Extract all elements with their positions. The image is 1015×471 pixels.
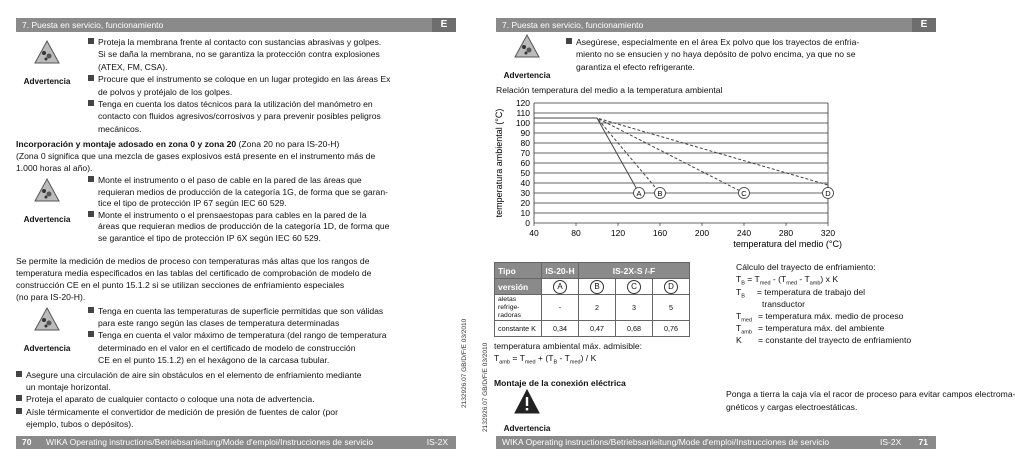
left-header — [16, 18, 456, 32]
legend-line: $T_{med}$ = temperatura máx. medio de proceso — [736, 311, 904, 324]
text-line: de polvos y protéjalo de los golpes. — [98, 86, 233, 97]
text-line: Monte el instrumento o el paso de cable en la pared de las áreas que — [88, 175, 362, 187]
warning-label: Advertencia — [23, 77, 71, 86]
text-line: temperatura media especificados en las tablas del certificado de comprobación de modelo de — [16, 268, 372, 278]
k-d: 0,76 — [653, 321, 690, 337]
y-tick-label: 20 — [520, 198, 530, 208]
text-line: Tenga en cuenta el valor máximo de temperatura (del rango de temperatura — [88, 330, 387, 342]
text-line: para este rango según las clases de temperatura determinadas — [98, 318, 340, 329]
text-line: CE en el punto 15.1.2) en el hexágono de la carcasa tubular. — [98, 354, 330, 365]
right-footer — [496, 436, 936, 449]
text-line: determinado en el valor en el certificado de modelo de construcción — [98, 342, 356, 353]
text-line: Tenga en cuenta las temperaturas de superficie permitidas que son válidas — [88, 306, 383, 318]
warning-icon-3 — [16, 307, 78, 353]
k-c: 0,68 — [616, 321, 653, 337]
version-c: C — [616, 279, 653, 295]
bullet-square — [88, 38, 94, 44]
right-page — [478, 0, 1015, 471]
cooling-chart — [488, 97, 868, 247]
legend-line: K = constante del trayecto de enfriamiento — [736, 335, 912, 345]
text-line: requieran medios de producción de la categoría 1G, de forma que se garan- — [98, 186, 388, 197]
text-line: se garantice el tipo de protección IP 6X según IEC 60 529. — [98, 232, 321, 243]
text-line: miento no se ensucien y no haya depósito de polvo encima, ya que no se — [576, 49, 856, 60]
version-a: A — [542, 279, 579, 295]
left-header-badge: E — [432, 18, 456, 32]
series-line-A — [534, 118, 639, 193]
row-k-label: constante K — [495, 321, 542, 337]
series-line-B — [534, 118, 660, 193]
series-label-D: D — [825, 189, 831, 198]
tmax-formula: $T_{amb} = T_{med} + (T_B - T_{med}) / K$ — [494, 353, 597, 366]
left-page — [0, 0, 476, 471]
aletas-c: 3 — [616, 295, 653, 321]
x-tick-label: 240 — [736, 228, 752, 238]
text-line: Tenga en cuenta los datos técnicos para la utilización del manómetro en — [88, 99, 373, 111]
warning-icon-5 — [496, 389, 558, 433]
right-side-code: 2132926.07 GB/D/F/E 03/2010 — [482, 342, 489, 432]
right-header-title: 7. Puesta en servicio, funcionamiento — [502, 20, 644, 30]
warning-label: Advertencia — [503, 424, 551, 433]
text-line: (no para IS-20-H). — [16, 292, 86, 302]
text-line: Procure que el instrumento se coloque en un lugar protegido en las áreas Ex — [88, 74, 390, 86]
text-line: tice el tipo de protección IP 67 según IEC 60 529. — [98, 198, 287, 208]
y-tick-label: 30 — [520, 188, 530, 198]
y-tick-label: 0 — [525, 218, 530, 228]
text-line: Si se daña la membrana, no se garantiza la protección contra explosiones — [98, 49, 380, 60]
series-label-C: C — [741, 189, 747, 198]
x-tick-label: 200 — [694, 228, 710, 238]
text-line: 1.000 horas al año). — [16, 163, 93, 173]
text-line: gnéticos y cargas electroestáticas. — [726, 401, 858, 412]
y-tick-label: 110 — [516, 108, 530, 118]
zone-heading-bold: Incorporación y montaje adosado en zona 0 y zona 20 — [16, 139, 237, 149]
zone-heading-rest: (Zona 20 no para IS-20-H) — [236, 139, 340, 149]
bullet-square — [88, 100, 94, 106]
th-is20h: IS-20-H — [542, 263, 579, 279]
calc-heading: Cálculo del trayecto de enfriamiento: — [736, 262, 876, 272]
y-axis-label: temperatura ambiental (°C) — [494, 108, 504, 218]
aletas-a: - — [542, 295, 579, 321]
bullet-square — [88, 211, 94, 217]
aletas-d: 5 — [653, 295, 690, 321]
y-tick-label: 10 — [520, 208, 530, 218]
th-tipo: Tipo — [495, 263, 542, 279]
y-tick-label: 90 — [520, 128, 530, 138]
warning-label: Advertencia — [23, 344, 71, 353]
warning-icon-2 — [16, 178, 78, 224]
left-header-title: 7. Puesta en servicio, funcionamiento — [22, 20, 164, 30]
chart-caption: Relación temperatura del medio a la temperatura ambiental — [496, 85, 723, 95]
k-a: 0,34 — [542, 321, 579, 337]
right-page-number: 71 — [918, 437, 928, 447]
x-tick-label: 120 — [610, 228, 626, 238]
x-tick-label: 280 — [778, 228, 794, 238]
tmax-label: temperatura ambiental máx. admisible: — [494, 341, 643, 351]
tb-def: $T_B$ = temperatura de trabajo del — [736, 287, 866, 300]
left-footer — [16, 436, 456, 449]
bullet-square — [16, 395, 22, 401]
y-tick-label: 40 — [520, 178, 530, 188]
calc-formula: $T_B = T_{med} - (T_{med} - T_{amb})$ x K — [736, 274, 839, 287]
text-line: Monte el instrumento o el prensaestopas para cables en la pared de la — [88, 210, 366, 222]
k-b: 0,47 — [579, 321, 616, 337]
text-line: mecánicos. — [98, 123, 142, 134]
series-label-B: B — [657, 189, 663, 198]
x-axis-label: temperatura del medio (°C) — [733, 239, 842, 249]
y-tick-label: 60 — [520, 158, 530, 168]
y-tick-label: 70 — [520, 148, 530, 158]
text-line: (Zona 0 significa que una mezcla de gases explosivos está presente en el instrumento más de — [16, 151, 376, 161]
bullet-square — [88, 331, 94, 337]
cooling-table — [494, 262, 690, 337]
bullet-square — [16, 371, 22, 377]
text-line: ejemplo, tubos o depósitos). — [26, 418, 134, 429]
th-is2x: IS-2X-S /-F — [579, 263, 690, 279]
warning-icon-4 — [496, 34, 558, 80]
text-line: (ATEX, FM, CSA). — [98, 61, 168, 72]
tb-def-2: transductor — [762, 299, 805, 309]
bullet-square — [88, 176, 94, 182]
bullet-square — [88, 307, 94, 313]
text-line: Aísle térmicamente el convertidor de medición de presión de fuentes de calor (por — [16, 407, 338, 419]
x-tick-label: 160 — [652, 228, 668, 238]
right-footer-text: WIKA Operating instructions/Betriebsanleitung/Mode d'emploi/Instrucciones de servicio — [502, 437, 830, 447]
series-line-C — [534, 118, 744, 193]
y-tick-label: 50 — [520, 168, 530, 178]
bullet-square — [566, 38, 572, 44]
aletas-b: 2 — [579, 295, 616, 321]
warning-label: Advertencia — [503, 71, 551, 80]
th-version: versión — [495, 279, 542, 295]
text-line: Asegúrese, especialmente en el área Ex polvo que los trayectos de enfria- — [566, 37, 859, 49]
row-aletas-label: aletas refrige- radoras — [495, 295, 542, 321]
right-header-badge: E — [912, 18, 936, 32]
y-tick-label: 120 — [515, 98, 530, 108]
text-line: Se permite la medición de medios de proceso con temperaturas más altas que los rangos de — [16, 256, 370, 266]
text-line: garantiza el efecto refrigerante. — [576, 61, 695, 72]
x-tick-label: 80 — [571, 228, 581, 238]
bullet-square — [88, 75, 94, 81]
version-d: D — [653, 279, 690, 295]
text-line: Proteja el aparato de cualquier contacto o coloque una nota de advertencia. — [16, 394, 315, 406]
text-line: Asegure una circulación de aire sin obstáculos en el elemento de enfriamiento mediante — [16, 370, 361, 382]
x-tick-label: 40 — [529, 228, 539, 238]
y-tick-label: 100 — [515, 118, 530, 128]
x-tick-label: 320 — [820, 228, 836, 238]
text-line: un montaje horizontal. — [26, 382, 111, 393]
legend-line: $T_{amb}$ = temperatura máx. del ambiente — [736, 323, 885, 336]
series-label-A: A — [636, 189, 642, 198]
right-header — [496, 18, 936, 32]
text-line: Proteja la membrana frente al contacto con sustancias abrasivas y golpes. — [88, 37, 381, 49]
right-footer-model: IS-2X — [880, 437, 902, 447]
text-line: construcción CE en el punto 15.1.2 si se utilizan secciones de enfriamiento especiales — [16, 280, 345, 290]
zone-heading — [16, 139, 339, 151]
warning-icon-1 — [16, 40, 78, 86]
y-tick-label: 80 — [520, 138, 530, 148]
left-page-number: 70 — [22, 437, 32, 447]
left-footer-model: IS-2X — [426, 437, 448, 447]
elec-heading: Montaje de la conexión eléctrica — [494, 378, 626, 388]
left-footer-text: WIKA Operating instructions/Betriebsanleitung/Mode d'emploi/Instrucciones de servicio — [46, 437, 374, 447]
bullet-square — [16, 408, 22, 414]
text-line: áreas que requieran medios de producción de la categoría 1D, de forma que — [98, 221, 390, 231]
version-b: B — [579, 279, 616, 295]
text-line: contacto con fluidos agresivos/corrosivos y para prevenir posibles peligros — [98, 111, 381, 122]
series-line-D — [534, 118, 828, 185]
left-side-code: 2132926.07 GB/D/F/E 03/2010 — [461, 318, 468, 408]
text-line: Ponga a tierra la caja vía el racor de proceso para evitar campos electroma- — [726, 389, 1015, 399]
warning-label: Advertencia — [23, 215, 71, 224]
